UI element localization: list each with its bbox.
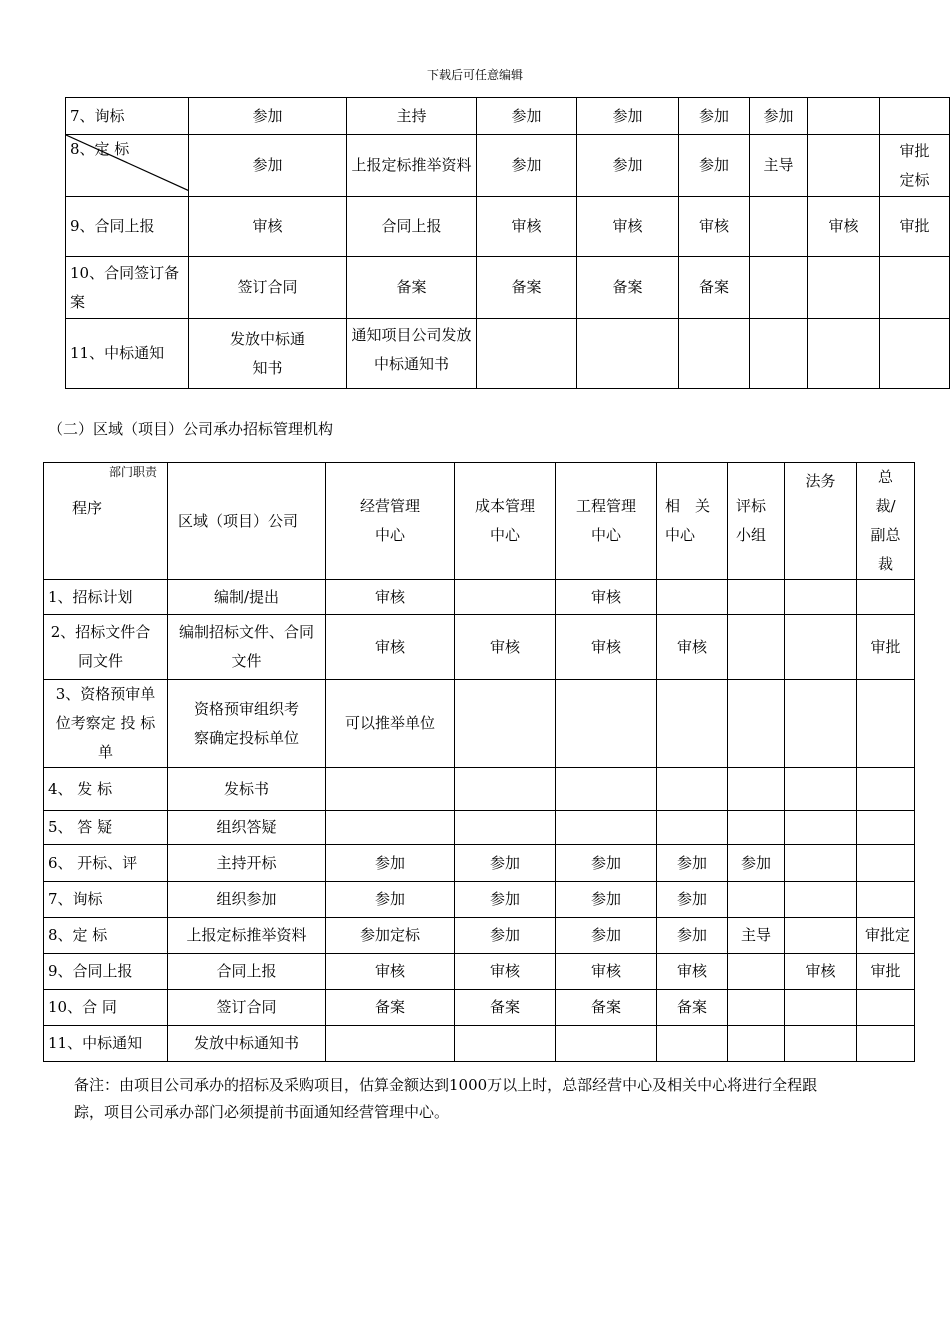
- table-cell: 参加: [556, 918, 657, 954]
- table-cell: 参加: [477, 98, 577, 135]
- table-cell: 审批定标: [880, 135, 950, 197]
- table-cell: [750, 319, 808, 389]
- table-cell: [857, 882, 915, 918]
- table-row: [44, 954, 915, 990]
- table-cell: [728, 680, 785, 768]
- table-cell: [785, 1026, 857, 1062]
- table-cell: [857, 811, 915, 845]
- table-cell: 审批: [857, 954, 915, 990]
- table-cell: [857, 680, 915, 768]
- table-cell: [785, 680, 857, 768]
- column-header: 相 关中心: [657, 463, 728, 580]
- table-row: [44, 580, 915, 615]
- table-cell: 参加: [556, 845, 657, 882]
- table-cell: [728, 954, 785, 990]
- table-cell: [857, 768, 915, 811]
- table-cell: 参加: [728, 845, 785, 882]
- table-cell: [785, 615, 857, 680]
- table-cell: [785, 882, 857, 918]
- table-cell: 合同上报: [347, 197, 477, 257]
- table-cell: 参加: [577, 135, 679, 197]
- table-cell: 审核: [556, 615, 657, 680]
- table-cell: [880, 319, 950, 389]
- column-header: 工程管理中心: [556, 463, 657, 580]
- table-cell: [455, 811, 556, 845]
- table-row: [66, 197, 950, 257]
- row-label: 11、中标通知: [44, 1026, 168, 1062]
- table-cell: 参加: [750, 98, 808, 135]
- table-header-row: [44, 463, 915, 580]
- table-cell: [657, 680, 728, 768]
- table-cell: [679, 319, 750, 389]
- table-cell: 主持: [347, 98, 477, 135]
- table-cell: 参加: [556, 882, 657, 918]
- table-cell: 审核: [808, 197, 880, 257]
- row-label: 9、合同上报: [66, 197, 189, 257]
- table-cell: 主导: [750, 135, 808, 197]
- row-label: 6、 开标、评: [44, 845, 168, 882]
- table-cell: [657, 1026, 728, 1062]
- table-cell: 编制招标文件、合同文件: [168, 615, 326, 680]
- table-cell: 审核: [455, 954, 556, 990]
- row-label: 3、资格预审单位考察定 投 标 单: [44, 680, 168, 768]
- table-cell: 参加: [679, 98, 750, 135]
- table-cell: [728, 768, 785, 811]
- table-cell: 审核: [657, 954, 728, 990]
- row-label: 10、合同签订备案: [66, 257, 189, 319]
- table-cell: 审核: [556, 580, 657, 615]
- table-cell: [857, 990, 915, 1026]
- row-label: 2、招标文件合同文件: [44, 615, 168, 680]
- table-cell: 审核: [326, 615, 455, 680]
- table-cell: 签订合同: [189, 257, 347, 319]
- table-cell: 参加: [577, 98, 679, 135]
- table-cell: 发放中标通知书: [168, 1026, 326, 1062]
- table-cell: 审批: [857, 615, 915, 680]
- row-label: 10、合 同: [44, 990, 168, 1026]
- table-cell: 审核: [556, 954, 657, 990]
- table-cell: 合同上报: [168, 954, 326, 990]
- table-cell: [785, 811, 857, 845]
- row-label: 7、询标: [66, 98, 189, 135]
- row-label: 7、询标: [44, 882, 168, 918]
- table-cell: 参加: [455, 845, 556, 882]
- table-cell: 资格预审组织考察确定投标单位: [168, 680, 326, 768]
- table-cell: [808, 257, 880, 319]
- table-cell: [326, 768, 455, 811]
- table-cell: [326, 811, 455, 845]
- table-cell: [556, 680, 657, 768]
- table-cell: 审核: [785, 954, 857, 990]
- column-header: 法务: [785, 463, 857, 580]
- row-label: 1、招标计划: [44, 580, 168, 615]
- column-header: 成本管理中心: [455, 463, 556, 580]
- table-cell: 备案: [326, 990, 455, 1026]
- table-cell: [880, 98, 950, 135]
- column-header: 经营管理中心: [326, 463, 455, 580]
- table-cell: 参加: [455, 918, 556, 954]
- table-cell: [728, 580, 785, 615]
- table-cell: [857, 580, 915, 615]
- table-cell: 参加: [657, 882, 728, 918]
- table-cell: [728, 882, 785, 918]
- table-cell: 审核: [326, 580, 455, 615]
- table-row: [44, 1026, 915, 1062]
- table-continuation: [65, 97, 950, 389]
- row-label: 9、合同上报: [44, 954, 168, 990]
- column-header: 评标小组: [728, 463, 785, 580]
- table-cell: 参加: [326, 882, 455, 918]
- table-row: [44, 768, 915, 811]
- table-row: [44, 918, 915, 954]
- table-cell: 通知项目公司发放中标通知书: [347, 319, 477, 389]
- row-label: 11、中标通知: [66, 319, 189, 389]
- table-row: [44, 990, 915, 1026]
- table-cell: 审核: [577, 197, 679, 257]
- table-cell: 备案: [477, 257, 577, 319]
- table-cell: 审核: [679, 197, 750, 257]
- corner-header-bottom: 程序: [72, 499, 103, 517]
- section-title: （二）区域（项目）公司承办招标管理机构: [48, 420, 334, 438]
- table-cell: 审核: [455, 615, 556, 680]
- corner-header-cell: [44, 463, 168, 580]
- table-cell: [657, 768, 728, 811]
- table-cell: [785, 918, 857, 954]
- table-row: [44, 882, 915, 918]
- table-cell: [657, 580, 728, 615]
- corner-header-top: 部门职责: [108, 465, 157, 479]
- table-cell: [556, 811, 657, 845]
- table-cell: [880, 257, 950, 319]
- table-cell: 参加: [657, 918, 728, 954]
- table-cell: 审批定: [857, 918, 915, 954]
- table-cell: [728, 1026, 785, 1062]
- page-header-note: 下载后可任意编辑: [426, 68, 523, 82]
- table-cell: [556, 768, 657, 811]
- table-cell: [728, 990, 785, 1026]
- table-cell: 上报定标推举资料: [168, 918, 326, 954]
- table-cell: [857, 1026, 915, 1062]
- column-header: 区域（项目）公司: [168, 463, 326, 580]
- table-cell: 参加: [477, 135, 577, 197]
- row-label: 5、 答 疑: [44, 811, 168, 845]
- table-row: [44, 680, 915, 768]
- table-cell: 参加: [189, 135, 347, 197]
- table-cell: 参加: [326, 845, 455, 882]
- table-cell: 可以推举单位: [326, 680, 455, 768]
- table-row: [66, 319, 950, 389]
- table-row: [66, 257, 950, 319]
- table-cell: [808, 135, 880, 197]
- table-cell: [455, 1026, 556, 1062]
- table-cell: 签订合同: [168, 990, 326, 1026]
- table-cell: 发放中标通知书: [189, 319, 347, 389]
- table-cell: [808, 319, 880, 389]
- table-row: [44, 845, 915, 882]
- table-cell: 参加定标: [326, 918, 455, 954]
- table-cell: 备案: [577, 257, 679, 319]
- table-cell: [657, 811, 728, 845]
- table-cell: 备案: [657, 990, 728, 1026]
- table-cell: [455, 768, 556, 811]
- table-cell: 审批: [880, 197, 950, 257]
- table-cell: [785, 990, 857, 1026]
- table-cell: 发标书: [168, 768, 326, 811]
- table-cell: 参加: [455, 882, 556, 918]
- row-label: 8、定 标: [44, 918, 168, 954]
- table-cell: [750, 197, 808, 257]
- table-cell: 参加: [657, 845, 728, 882]
- table-cell: 编制/提出: [168, 580, 326, 615]
- table-cell: [326, 1026, 455, 1062]
- column-header: 总裁/副总裁: [857, 463, 915, 580]
- table-cell: 审核: [657, 615, 728, 680]
- table-cell: 备案: [347, 257, 477, 319]
- table-cell: 参加: [679, 135, 750, 197]
- table-cell: [455, 680, 556, 768]
- table-cell: 组织参加: [168, 882, 326, 918]
- table-cell: [785, 768, 857, 811]
- table-row: [44, 811, 915, 845]
- table-row: [44, 615, 915, 680]
- table-cell: 备案: [455, 990, 556, 1026]
- table-cell: [455, 580, 556, 615]
- table-cell: 参加: [189, 98, 347, 135]
- table-cell: [728, 811, 785, 845]
- row-label: 4、 发 标: [44, 768, 168, 811]
- table-cell: [577, 319, 679, 389]
- table-row: [66, 135, 950, 197]
- table-cell: 审核: [189, 197, 347, 257]
- table-cell: 上报定标推举资料: [347, 135, 477, 197]
- table-cell: [477, 319, 577, 389]
- table-cell: [556, 1026, 657, 1062]
- table-cell: [785, 580, 857, 615]
- row-label-diagonal: 8、定 标: [66, 135, 189, 197]
- table-cell: [750, 257, 808, 319]
- table-cell: 审核: [477, 197, 577, 257]
- table-cell: [857, 845, 915, 882]
- table-cell: 审核: [326, 954, 455, 990]
- table-cell: 主导: [728, 918, 785, 954]
- table-cell: 备案: [679, 257, 750, 319]
- remark-note: 备注：由项目公司承办的招标及采购项目，估算金额达到1000万以上时，总部经营中心及相关中心将进行全程跟踪，项目公司承办部门必须提前书面通知经营管理中心。: [74, 1076, 818, 1121]
- table-cell: [785, 845, 857, 882]
- table-cell: 主持开标: [168, 845, 326, 882]
- table-cell: [808, 98, 880, 135]
- table-bid-management: [43, 462, 915, 1062]
- table-cell: 组织答疑: [168, 811, 326, 845]
- table-row: [66, 98, 950, 135]
- table-cell: [728, 615, 785, 680]
- table-cell: 备案: [556, 990, 657, 1026]
